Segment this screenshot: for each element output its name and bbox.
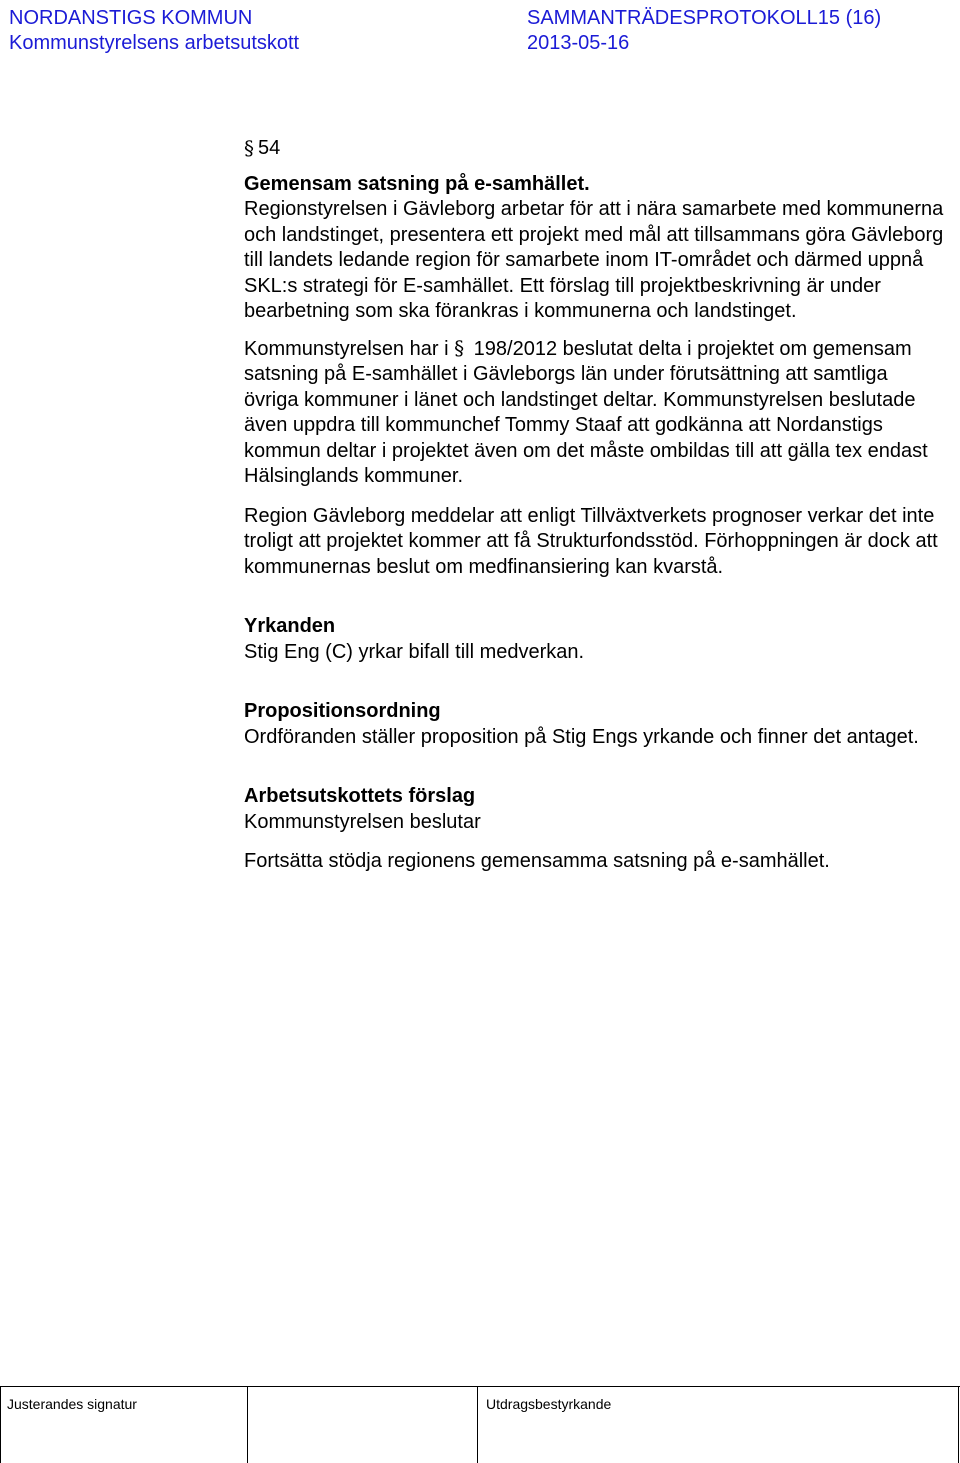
document-body [244,136,944,875]
header-committee: Kommunstyrelsens arbetsutskott [9,32,300,54]
paragraph-number-line [244,136,944,162]
arbetsutskottets-forslag-heading: Arbetsutskottets förslag [244,785,476,807]
body-paragraph-funding: Region Gävleborg meddelar att enligt Tillväxtverkets prognoser verkar det inte troligt att projektet kommer att få Strukturfondsstöd. Förhoppningen är dock att kommunernas beslut om medfinansiering kan kvarstå. [244,504,938,578]
section-sign-icon: § [244,136,254,160]
header-organization: NORDANSTIGS KOMMUN [9,7,253,29]
yrkanden-heading: Yrkanden [244,615,336,637]
header-document-type: SAMMANTRÄDESPROTOKOLL15 (16) [527,7,882,29]
decision-ref-before: Kommunstyrelsen har i [244,337,449,360]
section-sign-icon: § [454,335,465,360]
propositionsordning-heading: Propositionsordning [244,700,441,722]
arbetsutskottets-forslag-decision: Fortsätta stödja regionens gemensamma satsning på e-samhället. [244,850,830,872]
paragraph-number: 54 [258,137,281,159]
footer-excerpt-label: Utdragsbestyrkande [486,1396,612,1412]
footer-signature-label: Justerandes signatur [7,1396,137,1412]
footer-middle-box [247,1386,478,1463]
body-paragraph-decision-ref [244,336,944,490]
body-paragraph-intro: Regionstyrelsen i Gävleborg arbetar för att i nära samarbete med kommunerna och landstinget, presentera ett projekt med mål att tillsammans göra Gävleborg till landets ledande region för samarbete inom IT-området och därmed uppnå SKL:s strategi för E-samhället. Ett förslag till projektbeskrivning är under bearbetning som ska förankras i kommunerna och landstinget. [244,198,944,322]
propositionsordning-text: Ordföranden ställer proposition på Stig Engs yrkande och finner det antaget. [244,725,919,748]
paragraph-title: Gemensam satsning på e-samhället. [244,172,590,195]
decision-ref-after: 198/2012 beslutat delta i projektet om gemensam satsning på E-samhället i Gävleborgs län under förutsättning att samtliga övriga kommuner i länet och landstinget deltar. Kommunstyrelsen beslutade även uppdra till kommunchef Tommy Staaf att godkänna att Nordanstigs kommun deltar i projektet även om det måste ombildas till att gälla tex endast Hälsinglands kommuner. [244,337,928,487]
header-date: 2013-05-16 [527,32,630,54]
arbetsutskottets-forslag-text: Kommunstyrelsen beslutar [244,810,481,833]
yrkanden-text: Stig Eng (C) yrkar bifall till medverkan. [244,640,585,663]
